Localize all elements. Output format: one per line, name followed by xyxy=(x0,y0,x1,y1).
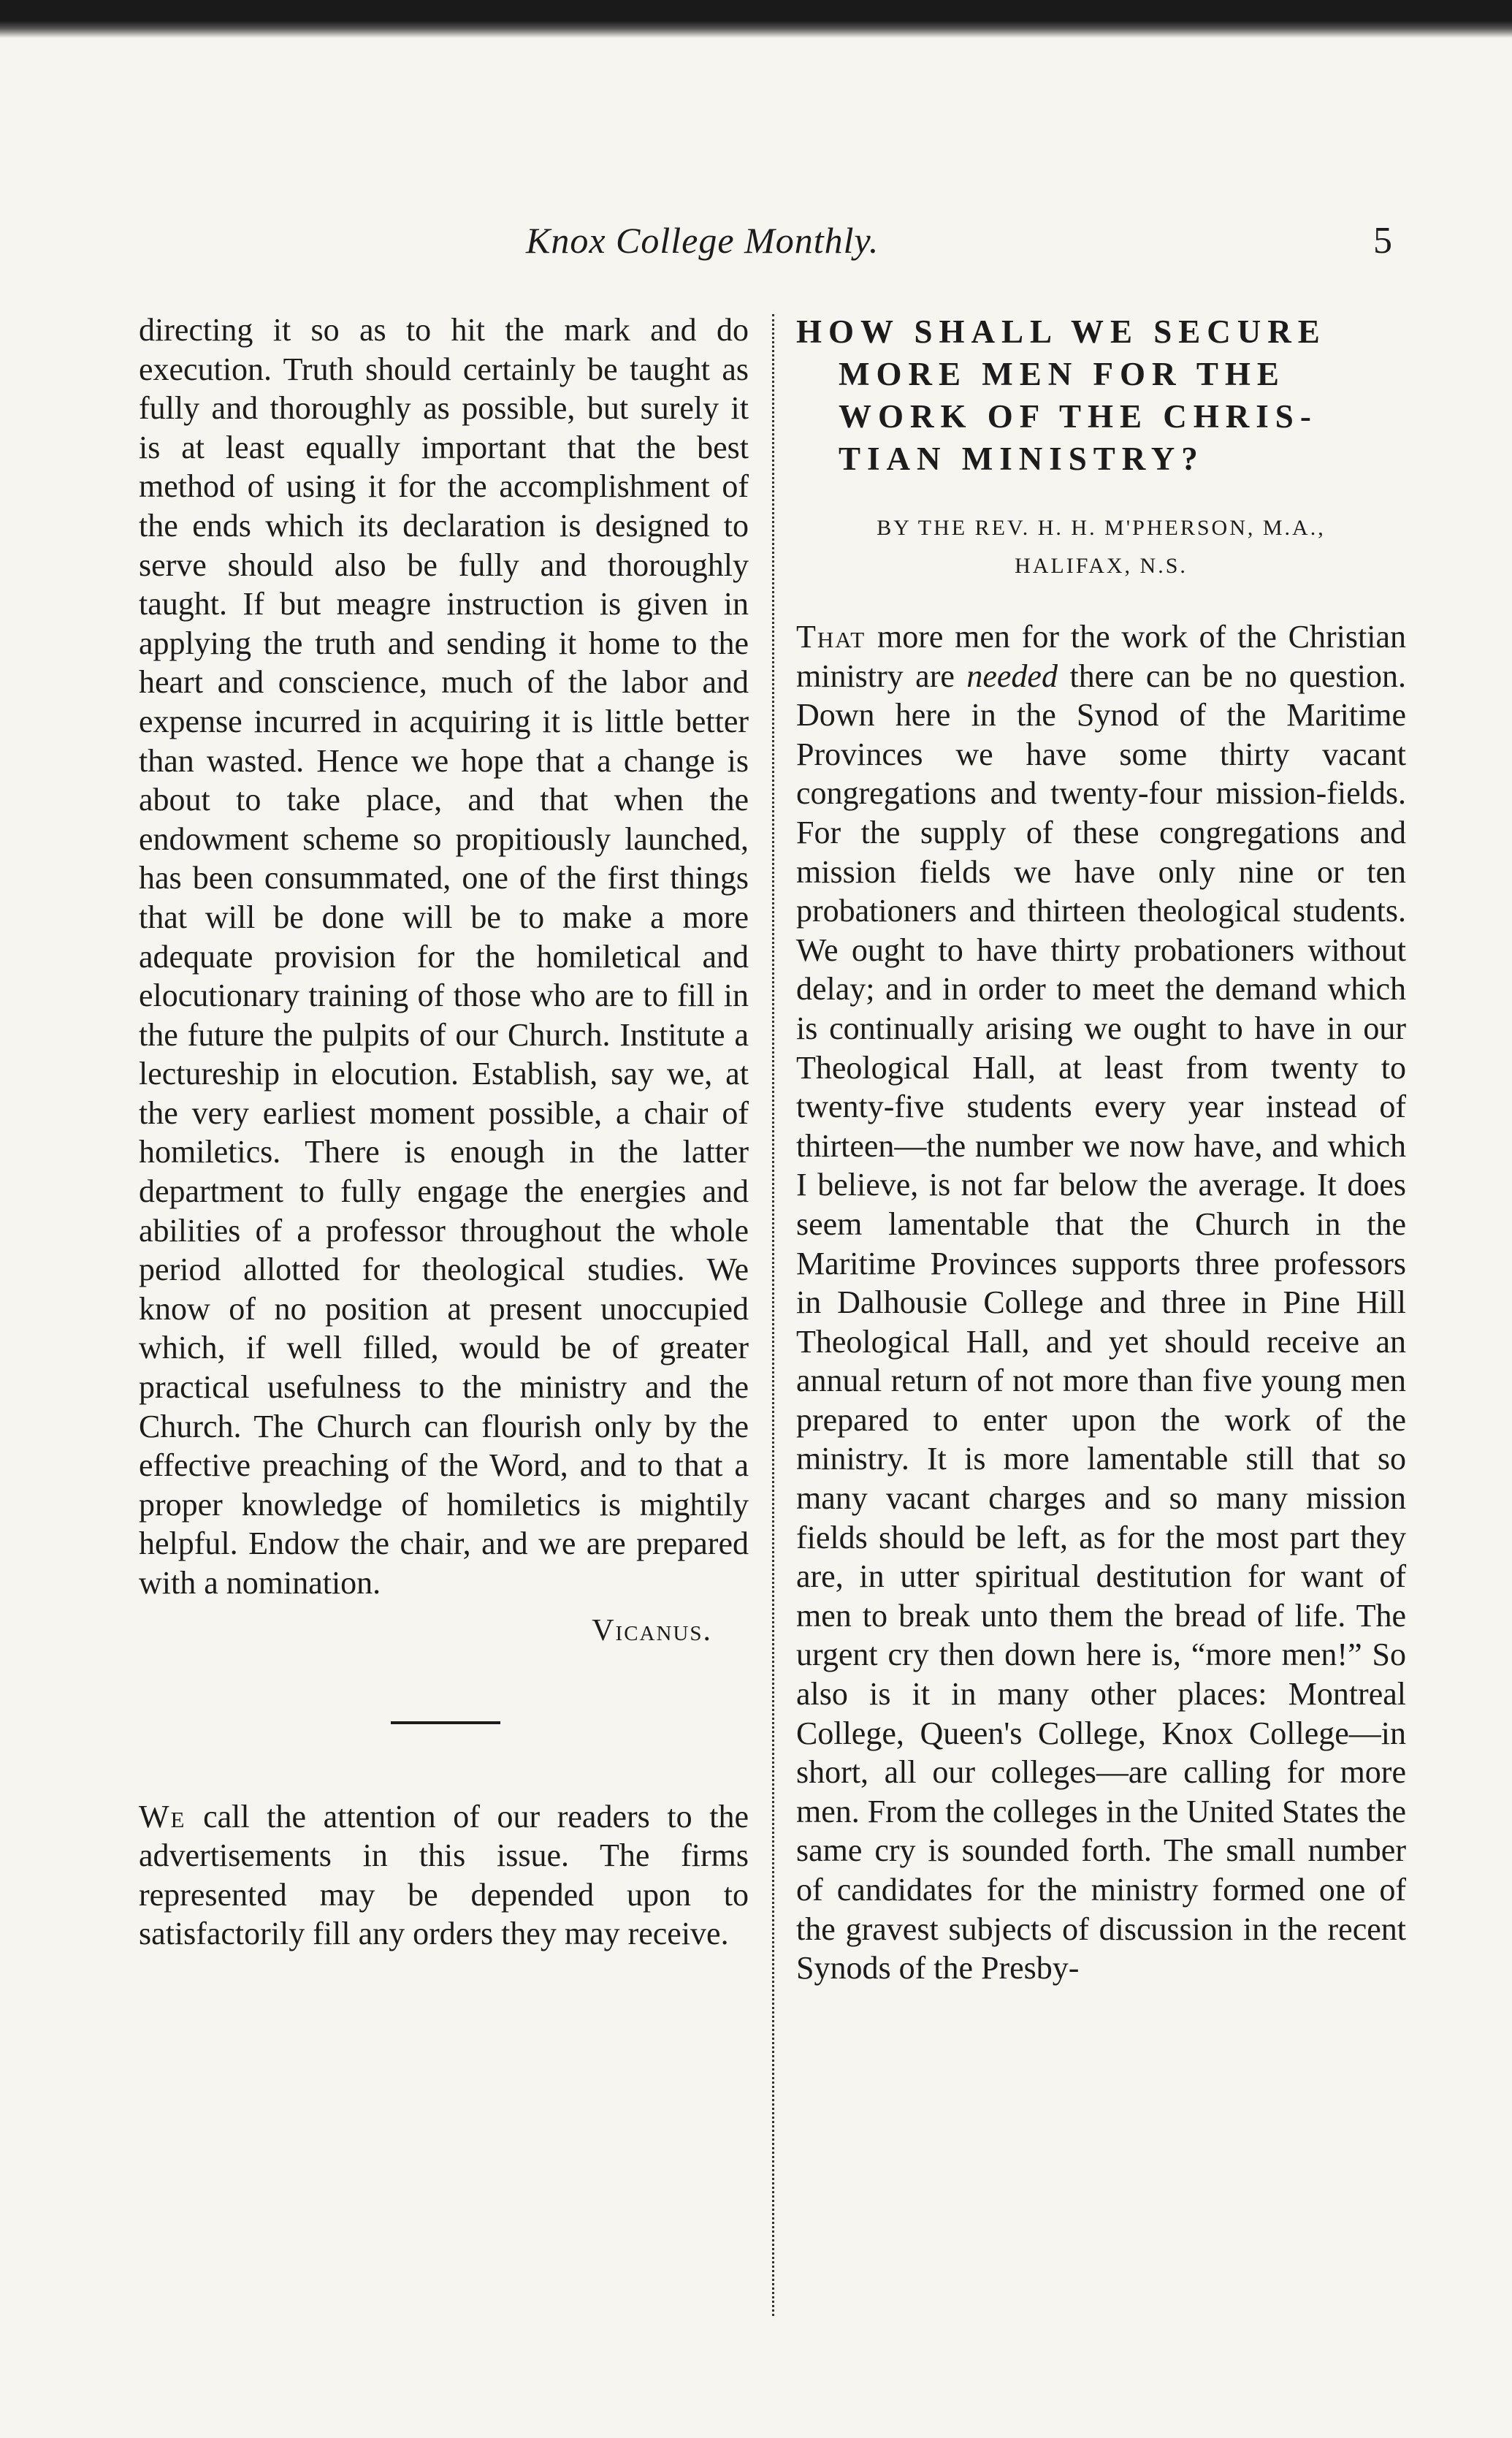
right-column xyxy=(796,311,1406,1988)
article-title-line: HOW SHALL WE SECURE xyxy=(796,313,1326,350)
column-divider xyxy=(772,314,774,2316)
editorial-paragraph: directing it so as to hit the mark and do execution. Truth should certainly be taught as fully and thoroughly as possible, but surely it is at least equally important that the best method of using it for the accomplishment of the ends which its declaration is designed to serve should also be fully and thoroughly taught. If but meagre instruction is given in applying the truth and sending it home to the heart and conscience, much of the labor and expense incurred in acquiring it is little better than wasted. Hence we hope that a change is about to take place, and that when the endowment scheme so propitiously launched, has been consummated, one of the first things that will be done will be to make a more adequate provision for the homiletical and elocutionary training of those who are to fill in the future the pulpits of our Church. Institute a lectureship in elocution. Establish, say we, at the very earliest moment possible, a chair of homiletics. There is enough in the latter department to fully engage the energies and abilities of a professor throughout the whole period allotted for theological studies. We know of no position at present unoccupied which, if well filled, would be of greater practical usefulness to the ministry and the Church. The Church can flourish only by the effective preaching of the Word, and to that a proper knowledge of homiletics is mightily helpful. Endow the chair, and we are prepared with a nomination. xyxy=(139,312,749,1601)
page-number: 5 xyxy=(1373,220,1392,262)
article-emphasis: needed xyxy=(966,658,1058,694)
article-body-paragraph xyxy=(796,617,1406,1988)
notice-text: call the attention of our readers to the advertisements in this issue. The firms represented may be depended upon to satisfactorily fill any orders they may receive. xyxy=(139,1798,749,1952)
top-printed-rule xyxy=(0,0,1512,38)
section-divider-rule xyxy=(391,1721,500,1724)
advertisement-notice xyxy=(139,1797,749,1954)
author-signature: Vicanus. xyxy=(592,1613,712,1647)
article-lead-word: That xyxy=(796,619,866,655)
running-header-title: Knox College Monthly. xyxy=(526,220,879,261)
notice-lead-word: We xyxy=(139,1798,186,1835)
byline-location: HALIFAX, N.S. xyxy=(1015,554,1188,578)
article-title-line: TIAN MINISTRY? xyxy=(839,441,1204,477)
left-column xyxy=(139,311,749,1954)
byline-author: BY THE REV. H. H. M'PHERSON, M.A., xyxy=(877,516,1326,540)
article-title-line: WORK OF THE CHRIS- xyxy=(839,398,1318,435)
article-text-part: more men for the work of the Christian ministry are xyxy=(796,619,1406,694)
article-title xyxy=(796,311,1406,480)
article-byline xyxy=(796,509,1406,585)
article-text-part: there can be no question. Down here in the Synod of the Maritime Provinces we have some thirty vacant congregations and twenty-four mission-fields. For the supply of these congregations and mission fields we have only nine or ten probationers and thirteen theological students. We ought to have thirty probationers without delay; and in order to meet the demand which is continually arising we ought to have in our Theological Hall, at least from twenty to twenty-five students every year instead of thirteen—the number we now have, and which I believe, is not far below the average. It does seem lamentable that the Church in the Maritime Provinces supports three professors in Dalhousie College and three in Pine Hill Theological Hall, and yet should receive an annual return of not more than five young men prepared to enter upon the work of the ministry. It is more lamentable still that so many vacant charges and so many mission fields should be left, as for the most part they are, in utter spiritual destitution for want of men to break unto them the bread of life. The urgent cry then down here is, “more men!” So also is it in many other places: Montreal College, Queen's College, Knox College—in short, all our colleges—are calling for more men. From the colleges in the United States the same cry is sounded forth. The small number of candidates for the ministry formed one of the gravest subjects of discussion in the recent Synods of the Presby- xyxy=(796,658,1406,1986)
article-title-line: MORE MEN FOR THE xyxy=(839,356,1286,392)
